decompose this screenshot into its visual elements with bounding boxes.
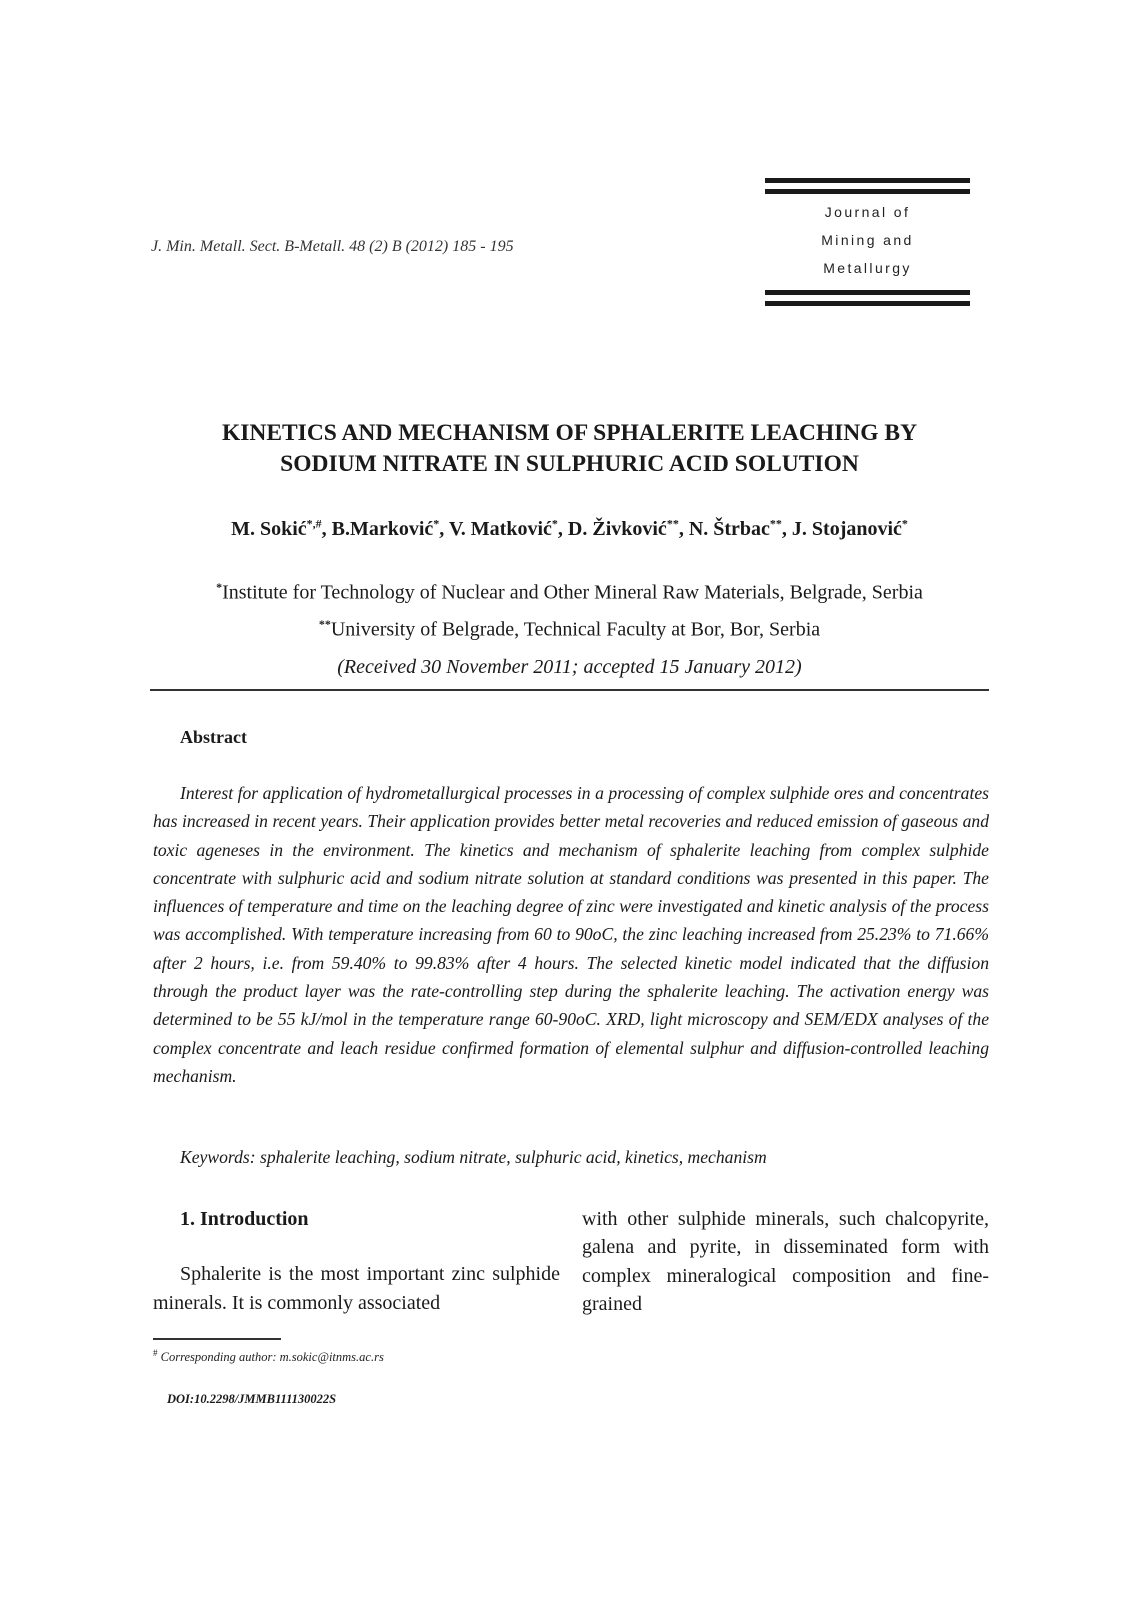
footnote-rule	[153, 1338, 281, 1340]
logo-rule-top-2	[765, 189, 970, 194]
logo-line-3: Metallurgy	[823, 260, 912, 276]
intro-column-left	[153, 1205, 560, 1317]
footnote-mark: #	[153, 1348, 158, 1358]
header-divider	[150, 689, 989, 691]
corresponding-author: Corresponding author: m.sokic@itnms.ac.rs	[160, 1350, 384, 1365]
affiliation: **University of Belgrade, Technical Faculty at Bor, Bor, Serbia	[318, 616, 821, 641]
abstract-heading: Abstract	[180, 727, 247, 747]
author: J. Stojanović*	[791, 516, 908, 540]
keywords: Keywords: sphalerite leaching, sodium nitrate, sulphuric acid, kinetics, mechanism	[180, 1147, 767, 1167]
author: D. Živković**,	[567, 516, 689, 540]
footnote	[153, 1348, 384, 1365]
logo-rule-top-1	[765, 178, 970, 183]
title-line-2: SODIUM NITRATE IN SULPHURIC ACID SOLUTION	[280, 451, 859, 477]
intro-paragraph: Sphalerite is the most important zinc sulphide minerals. It is commonly associated	[153, 1263, 560, 1314]
author: M. Sokić*,#,	[231, 516, 332, 540]
affiliation: *Institute for Technology of Nuclear and Other Mineral Raw Materials, Belgrade, Serbia	[216, 580, 923, 604]
article-title	[150, 418, 989, 480]
logo-line-2: Mining and	[821, 232, 914, 248]
affiliations	[150, 572, 989, 645]
intro-column-right: with other sulphide minerals, such chalcopyrite, galena and pyrite, in disseminated form with complex mineralogical composition and fine-grained	[582, 1208, 989, 1316]
journal-logo	[765, 178, 970, 311]
abstract-text: Interest for application of hydrometallurgical processes in a processing of complex sulphide ores and concentrates has increased in recent years. Their application provides better metal recoveries and reduced emission of gaseous and toxic ageneses in the environment. The kinetics and mechanism of sphalerite leaching from complex sulphide concentrate with sulphuric acid and sodium nitrate solution at standard conditions was presented in this paper. The influences of temperature and time on the leaching degree of zinc were investigated and kinetic analysis of the process was accomplished. With temperature increasing from 60 to 90oC, the zinc leaching increased from 25.23% to 71.66% after 2 hours, i.e. from 59.40% to 99.83% after 4 hours. The selected kinetic model indicated that the diffusion through the product layer was the rate-controlling step during the sphalerite leaching. The activation energy was determined to be 55 kJ/mol in the temperature range 60-90oC. XRD, light microscopy and SEM/EDX analyses of the complex concentrate and leach residue confirmed formation of elemental sulphur and diffusion-controlled leaching mechanism.	[153, 783, 989, 1086]
author-list	[150, 516, 989, 541]
journal-citation: J. Min. Metall. Sect. B-Metall. 48 (2) B (2012) 185 - 195	[151, 238, 514, 255]
received-dates: (Received 30 November 2011; accepted 15 January 2012)	[337, 656, 802, 678]
title-line-1: KINETICS AND MECHANISM OF SPHALERITE LEACHING BY	[221, 420, 918, 446]
intro-heading: 1. Introduction	[180, 1208, 309, 1230]
logo-line-1: Journal of	[824, 204, 911, 220]
logo-rule-bottom-2	[765, 301, 970, 306]
author: N. Štrbac**,	[688, 516, 792, 540]
logo-rule-bottom-1	[765, 290, 970, 295]
author: B.Marković*,	[331, 516, 449, 540]
author: V. Matković*,	[448, 516, 568, 540]
doi: DOI:10.2298/JMMB111130022S	[167, 1392, 337, 1406]
